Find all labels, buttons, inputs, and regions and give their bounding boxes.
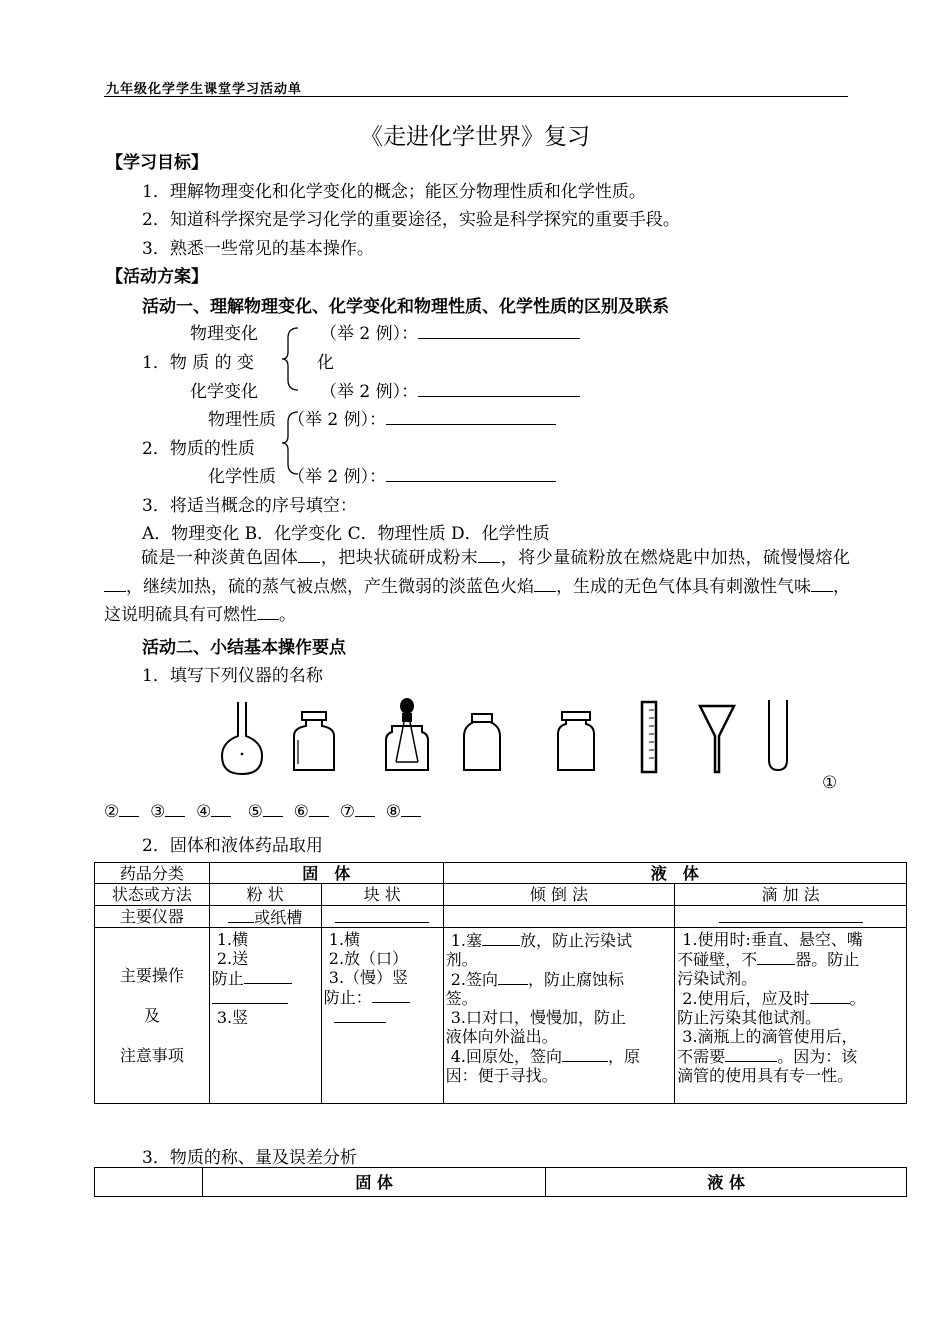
stoppered-bottle-icon [290, 710, 338, 774]
activity2-q2: 2．固体和液体药品取用 [142, 836, 323, 856]
graduated-cylinder-icon [636, 700, 662, 774]
q2-lower-label: 化学性质 [208, 467, 276, 487]
wide-mouth-bottle-icon [460, 712, 504, 774]
cell-drop-instrument [675, 906, 907, 928]
q1-brace [280, 326, 302, 392]
cell-pour: 倾 倒 法 [443, 884, 675, 906]
cell-drop: 滴 加 法 [675, 884, 907, 906]
cell-instrument-label: 主要仪器 [95, 906, 210, 928]
funnel-icon [698, 702, 736, 774]
instrument-labels-row: ② ③ ④ ⑤ ⑥ ⑦ ⑧ [104, 802, 421, 822]
cell-powder-instrument: 或纸槽 [209, 906, 321, 928]
q1-lower-label: 化学变化 [190, 382, 258, 402]
activity1-title: 活动一、理解物理变化、化学变化和物理性质、化学性质的区别及联系 [142, 297, 669, 317]
cell-powder: 粉 状 [209, 884, 321, 906]
cell-method-label: 状态或方法 [95, 884, 210, 906]
goal-item-2: 2．知道科学探究是学习化学的重要途径，实验是科学探究的重要手段。 [142, 210, 680, 230]
reagent-table [94, 862, 907, 1104]
q3-prompt: 3．将适当概念的序号填空： [142, 496, 357, 516]
goal-item-3: 3．熟悉一些常见的基本操作。 [142, 239, 374, 259]
plan-heading: 【活动方案】 [106, 267, 208, 287]
page-header: 九年级化学学生课堂学习活动单 [106, 82, 303, 97]
q2-prefix: 2．物质的性质 [142, 439, 255, 459]
activity2-q1: 1．填写下列仪器的名称 [142, 666, 323, 686]
activity2-q3: 3．物质的称、量及误差分析 [142, 1148, 357, 1168]
q3-passage: 硫是一种淡黄色固体 ，把块状硫研成粉末 ，将少量硫粉放在燃烧匙中加热，硫慢慢熔化，继续加热，硫的蒸气被点燃，产生微弱的淡蓝色火焰 ，生成的无色气体具有刺激性气味 ，这说明硫具有可燃性 。 [104, 548, 851, 625]
page-title: 《走进化学世界》复习 [360, 124, 590, 150]
q3-options: A．物理变化 B．化学变化 C．物理性质 D．化学性质 [142, 524, 550, 544]
q1-upper-example: （举 2 例）： [320, 319, 580, 344]
q1-suffix: 化 [317, 353, 334, 373]
cell-operation-label: 主要操作 及 注意事项 [95, 928, 210, 1104]
cell-block: 块 状 [321, 884, 443, 906]
measure-solid-header: 固 体 [202, 1168, 546, 1197]
q1-prefix: 1．物 质 的 变 [142, 353, 255, 373]
test-tube-icon [764, 698, 792, 772]
dropper-bottle-icon [382, 696, 432, 774]
cell-pour-operation: 1.塞 放，防止污染试 剂。 2.签向 ，防止腐蚀标 签。 3.口对口，慢慢加，防止 液体向外溢出。 4.回原处，签向 ，原 因：便于寻找。 [443, 928, 675, 1104]
cell-drop-operation: 1.使用时:垂直、悬空、嘴 不碰壁，不 器。防止 污染试剂。 2.使用后，应及时 。 防止污染其他试剂。 3.滴瓶上的滴管使用后， 不需要 。因为：该 滴管的使用具有专一性。 [675, 928, 907, 1104]
activity2-title: 活动二、小结基本操作要点 [142, 638, 346, 658]
q1-lower-example: （举 2 例）： [320, 377, 580, 402]
measure-liquid-header: 液 体 [546, 1168, 907, 1197]
cell-block-instrument [321, 906, 443, 928]
q2-lower-example: （举 2 例）： [288, 462, 556, 487]
cell-pour-instrument [443, 906, 675, 928]
q1-upper-label: 物理变化 [190, 324, 258, 344]
q2-upper-label: 物理性质 [208, 410, 276, 430]
cell-block-operation: 1.横 2.放（口） 3.（慢）竖 防止： [321, 928, 443, 1104]
header-rule [104, 96, 848, 97]
instrument-label-1: ① [822, 773, 838, 793]
measure-table [94, 1167, 907, 1197]
q2-upper-example: （举 2 例）： [288, 405, 556, 430]
round-bottom-flask-icon [218, 700, 266, 776]
cell-solid-header: 固 体 [209, 863, 443, 884]
cell-liquid-header: 液 体 [443, 863, 906, 884]
goal-item-1: 1．理解物理变化和化学变化的概念；能区分物理性质和化学性质。 [142, 182, 646, 202]
measure-empty-cell [95, 1168, 203, 1197]
cell-powder-operation: 1.横 2.送 防止 3.竖 [209, 928, 321, 1104]
cell-category-label: 药品分类 [95, 863, 210, 884]
goals-heading: 【学习目标】 [106, 153, 208, 173]
reagent-bottle-icon [554, 710, 598, 774]
